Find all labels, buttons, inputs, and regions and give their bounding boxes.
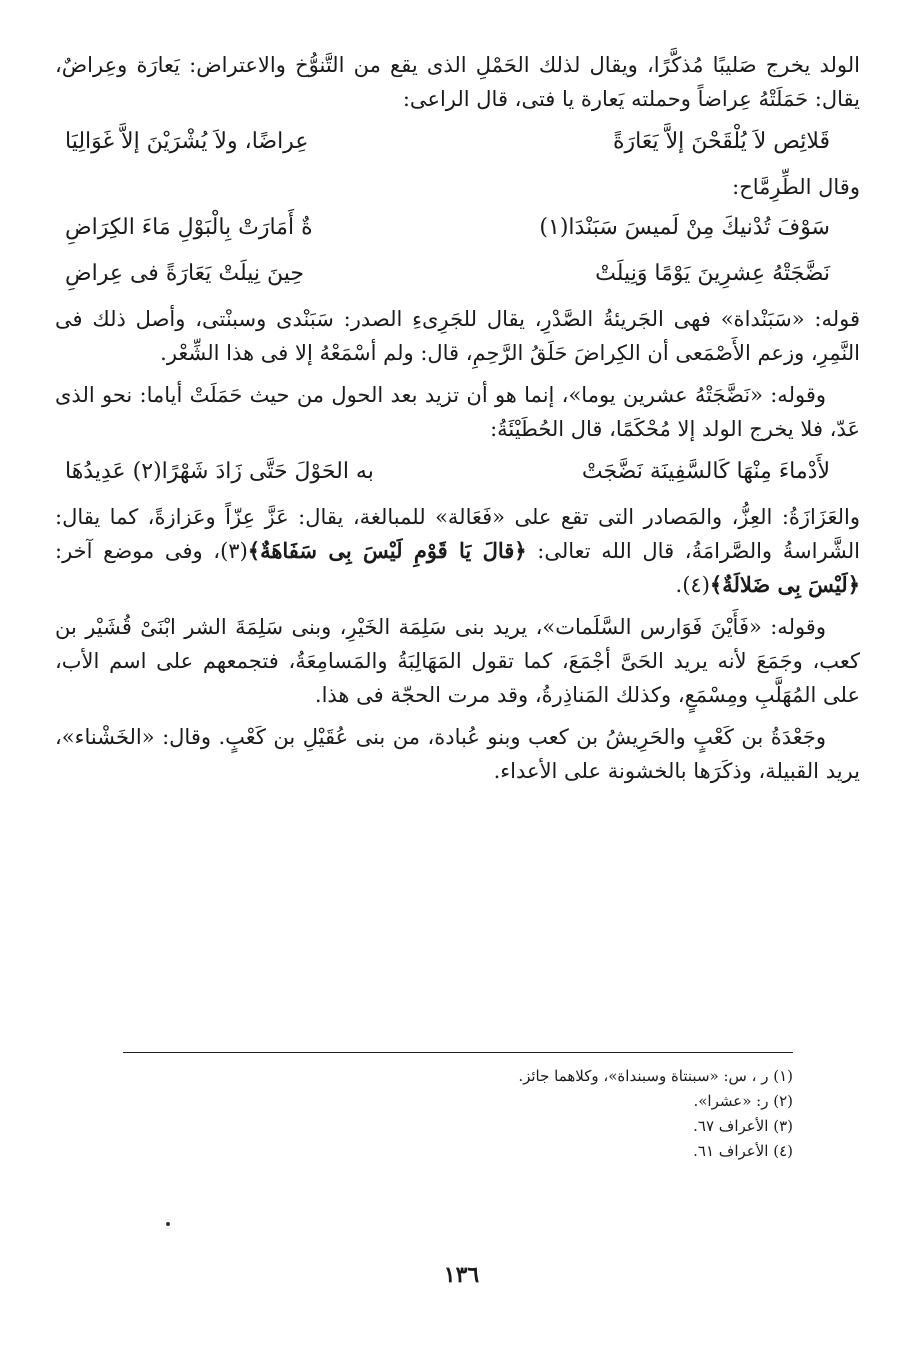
verse-3-first-hemistich: نَضَّجَتْهُ عِشرِينَ يَوْمًا وَنِيلَتْ [595,261,830,286]
paragraph-6: وقوله: «فَأَيْنَ فَوَارس السَّلَمات»، يريد بنى سَلِمَة الخَيْرِ، وبنى سَلِمَةَ الشر ابْنَىْ قُشَيْر بن كعب، وجَمَعَ لأنه يريد الحَىَّ أجْمَعَ، كما تقول المَهَالِبَةُ والمَسامِعَةُ، فتجمعهم على اسم الأب، على المُهَلَّبِ ومِسْمَعٍ، وكذلك المَناذِرةُ، وقد مرت الحجّة فى هذا. [55,615,860,707]
ink-speck [166,1222,170,1226]
footnote-1: (١) ر ، س: «سبنتاة وسبنداة»، وكلاهما جائز. [518,1067,793,1085]
verse-3-second-hemistich: حِينَ نِيلَتْ يَعَارَةً فى عِراضِ [65,261,305,286]
footnote-3: (٣) الأعراف ٦٧. [693,1117,793,1135]
verse-4-second-hemistich: به الحَوْلَ حَتَّى زَادَ شَهْرًا(٢) عَدِيدُهَا [65,459,374,484]
verse-4 [55,454,860,490]
paragraph-5-text-c: (٤). [675,573,710,597]
verse-2-second-hemistich: ةٌ أَمَارَتْ بِالْبَوْلِ مَاءَ الكِرَاضِ [65,215,313,240]
paragraph-5-text-b: (٣)، وفى موضع آخر: [55,539,248,563]
paragraph-5-text-a: والعَزَازَةُ: العِزُّ، والمَصادر التى تقع على «فَعَالة» للمبالغة، يقال: عَزَّ عِزّاً وعَزازةً، كما يقال: الشَّراسةُ والصَّرامَةُ، قال الله تعالى: [55,505,860,563]
paragraph-4: وقوله: «نَضَّجَتْهُ عشرين يوما»، إنما هو أن تزيد بعد الحول من حيث حَمَلَتْ أياما: نحو الذى عَدّ، فلا يخرج الولد إلا مُحْكَمًا، قال الحُطَيْئَةُ: [55,383,860,441]
quran-quote-1: ﴿قالَ يَا قَوْمِ لَيْسَ بِى سَفَاهَةٌ﴾ [247,538,527,563]
footnotes [123,1064,793,1164]
verse-1 [55,124,860,160]
verse-2 [55,210,860,246]
paragraph-3: قوله: «سَبَنْداة» فهى الجَريئةُ الصَّدْرِ، يقال للجَرِىءِ الصدر: سَبَنْدى وسبنْتى، وأصل ذلك فى النَّمِرِ، وزعم الأَصْمَعى أن الكِراضَ حَلَقُ الرَّحِمِ، قال: ولم أسْمَعْهُ إلا فى هذا الشِّعْر. [55,307,860,365]
verse-1-second-hemistich: عِراضًا، ولاَ يُشْرَيْنَ إلاَّ غَوَالِيَا [65,129,309,154]
verse-1-first-hemistich: قَلائِص لاَ يُلْقَحْنَ إلاَّ يَعَارَةً [613,129,830,154]
paragraph-7: وجَعْدَةُ بن كَعْبٍ والحَرِيشُ بن كعب وبنو عُبادة، من بنى عُقَيْلِ بن كَعْبٍ. وقال: «الخَشْناء»، يريد القبيلة، وذكَرَها بالخشونة على الأعداء. [55,725,860,783]
footnote-divider [123,1052,793,1053]
verse-4-first-hemistich: لأَدْماءَ مِنْهَا كَالسَّفِينَة نَضَّجَتْ [581,459,830,484]
footnote-2: (٢) ر: «عشرا». [693,1092,793,1110]
footnote-4: (٤) الأعراف ٦١. [693,1142,793,1160]
paragraph-1: الولد يخرج صَليبًا مُذكَّرًا، ويقال لذلك الحَمْلِ الذى يقع من التَّنوُّخ والاعتراض: يَعارَة وعِراضٌ، يقال: حَمَلَتْهُ عِراضاً وحملته يَعارة يا فتى، قال الراعى: [55,53,860,111]
page-number: ١٣٦ [443,1262,480,1288]
quran-quote-2: ﴿لَيْسَ بِى ضَلالَةٌ﴾ [709,572,860,597]
verse-3 [55,256,860,292]
paragraph-5 [55,500,860,602]
verse-2-first-hemistich: سَوْفَ تُدْنيكَ مِنْ لَميسَ سَبَنْدَا(١) [539,215,830,240]
page-body [55,48,860,796]
paragraph-2: وقال الطِّرِمَّاح: [732,175,860,199]
